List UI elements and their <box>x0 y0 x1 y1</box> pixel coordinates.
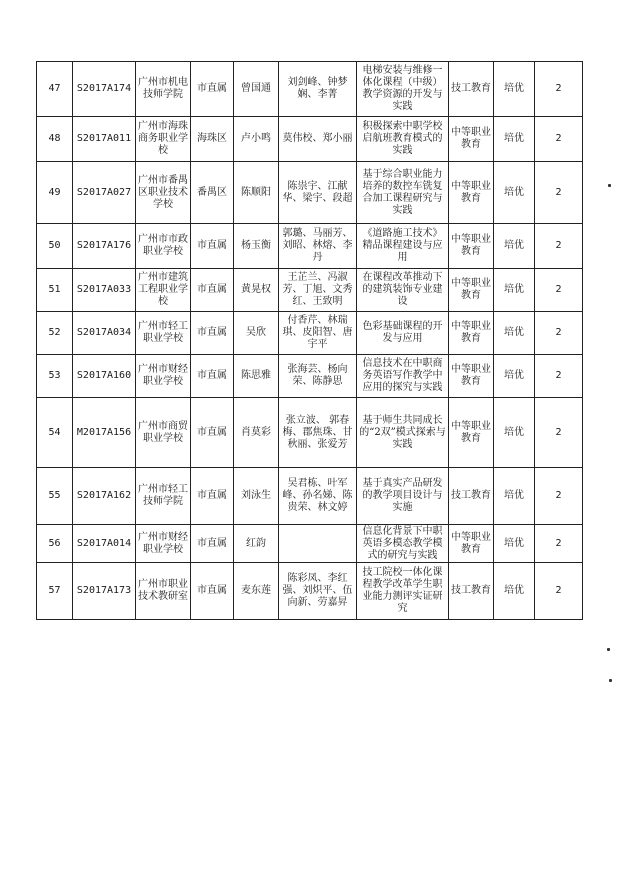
cell-school: 广州市海珠商务职业学校 <box>136 117 191 162</box>
cell-category: 技工教育 <box>449 62 494 117</box>
table-row <box>37 162 583 224</box>
cell-type: 培优 <box>494 468 535 525</box>
cell-members: 郭璐、马丽芳、刘昭、林熔、李丹 <box>279 224 357 269</box>
table-row <box>37 117 583 162</box>
cell-type: 培优 <box>494 269 535 312</box>
cell-school: 广州市建筑工程职业学校 <box>136 269 191 312</box>
cell-number: 55 <box>37 468 73 525</box>
cell-project-title: 信息化背景下中职英语多模态教学模式的研究与实践 <box>357 525 449 563</box>
cell-project-code: M2017A156 <box>73 398 136 468</box>
cell-amount: 2 <box>535 62 583 117</box>
cell-project-title: 积极探索中职学校启航班教育模式的实践 <box>357 117 449 162</box>
cell-amount: 2 <box>535 269 583 312</box>
cell-leader: 吴欣 <box>234 312 279 355</box>
cell-project-code: S2017A162 <box>73 468 136 525</box>
cell-school: 广州市轻工职业学校 <box>136 312 191 355</box>
table-row <box>37 468 583 525</box>
cell-project-code: S2017A027 <box>73 162 136 224</box>
cell-type: 培优 <box>494 398 535 468</box>
cell-type: 培优 <box>494 563 535 620</box>
cell-project-title: 色彩基础课程的开发与应用 <box>357 312 449 355</box>
cell-project-title: 《道路施工技术》精品课程建设与应用 <box>357 224 449 269</box>
cell-category: 中等职业教育 <box>449 269 494 312</box>
cell-leader: 麦东莲 <box>234 563 279 620</box>
cell-amount: 2 <box>535 468 583 525</box>
cell-district: 市直属 <box>191 224 234 269</box>
cell-members: 张立波、 郭春梅、郡焦珠、甘秋丽、张爱芳 <box>279 398 357 468</box>
cell-project-code: S2017A014 <box>73 525 136 563</box>
cell-number: 56 <box>37 525 73 563</box>
cell-amount: 2 <box>535 355 583 398</box>
cell-project-title: 基于综合职业能力培养的数控车铣复合加工课程研究与实践 <box>357 162 449 224</box>
cell-school: 广州市轻工技师学院 <box>136 468 191 525</box>
table-row <box>37 62 583 117</box>
table-row <box>37 398 583 468</box>
cell-number: 52 <box>37 312 73 355</box>
cell-school: 广州市番禺区职业技术学校 <box>136 162 191 224</box>
cell-category: 中等职业教育 <box>449 162 494 224</box>
cell-leader: 曾国通 <box>234 62 279 117</box>
cell-district: 市直属 <box>191 312 234 355</box>
table-row <box>37 563 583 620</box>
cell-amount: 2 <box>535 224 583 269</box>
cell-type: 培优 <box>494 162 535 224</box>
cell-category: 中等职业教育 <box>449 117 494 162</box>
cell-members <box>279 525 357 563</box>
cell-members: 张海芸、杨向荣、陈静思 <box>279 355 357 398</box>
table-row <box>37 312 583 355</box>
cell-type: 培优 <box>494 525 535 563</box>
cell-project-code: S2017A011 <box>73 117 136 162</box>
cell-category: 技工教育 <box>449 563 494 620</box>
cell-leader: 陈顺阳 <box>234 162 279 224</box>
cell-members: 刘剑峰、钟梦娴、李菁 <box>279 62 357 117</box>
cell-project-code: S2017A034 <box>73 312 136 355</box>
cell-category: 中等职业教育 <box>449 355 494 398</box>
cell-school: 广州市市政职业学校 <box>136 224 191 269</box>
table-row <box>37 525 583 563</box>
cell-school: 广州市商贸职业学校 <box>136 398 191 468</box>
cell-school: 广州市财经职业学校 <box>136 355 191 398</box>
cell-members: 吴君栋、叶军峰、孙名娣、陈贵荣、林文婷 <box>279 468 357 525</box>
cell-number: 53 <box>37 355 73 398</box>
cell-district: 市直属 <box>191 355 234 398</box>
cell-members: 陈祟宇、江献华、梁宇、段超 <box>279 162 357 224</box>
table-row <box>37 269 583 312</box>
cell-members: 莫伟校、郑小丽 <box>279 117 357 162</box>
cell-district: 市直属 <box>191 269 234 312</box>
cell-type: 培优 <box>494 312 535 355</box>
cell-leader: 杨玉衡 <box>234 224 279 269</box>
cell-members: 付香芹、林瑞琪、皮阳智、唐宇平 <box>279 312 357 355</box>
cell-district: 市直属 <box>191 62 234 117</box>
cell-district: 市直属 <box>191 525 234 563</box>
cell-project-code: S2017A173 <box>73 563 136 620</box>
cell-district: 市直属 <box>191 398 234 468</box>
cell-members: 王芷兰、冯淑芳、丁旭、文秀红、王致明 <box>279 269 357 312</box>
cell-amount: 2 <box>535 162 583 224</box>
project-table <box>36 61 583 620</box>
cell-project-title: 电梯安装与维修一体化课程（中级）教学资源的开发与实践 <box>357 62 449 117</box>
cell-number: 50 <box>37 224 73 269</box>
cell-type: 培优 <box>494 224 535 269</box>
cell-amount: 2 <box>535 117 583 162</box>
cell-members: 陈彩凤、李红强、刘炽平、伍向新、劳嘉昇 <box>279 563 357 620</box>
scan-mark <box>607 648 610 651</box>
cell-category: 中等职业教育 <box>449 398 494 468</box>
cell-category: 中等职业教育 <box>449 525 494 563</box>
cell-amount: 2 <box>535 312 583 355</box>
scan-mark <box>609 679 612 682</box>
cell-category: 中等职业教育 <box>449 224 494 269</box>
cell-leader: 黄晃权 <box>234 269 279 312</box>
cell-project-title: 技工院校一体化课程教学改革学生职业能力测评实证研究 <box>357 563 449 620</box>
cell-leader: 刘泳生 <box>234 468 279 525</box>
cell-leader: 陈思雅 <box>234 355 279 398</box>
cell-project-title: 在课程改革推动下的建筑装饰专业建设 <box>357 269 449 312</box>
cell-district: 海珠区 <box>191 117 234 162</box>
table-row <box>37 224 583 269</box>
cell-number: 51 <box>37 269 73 312</box>
cell-project-code: S2017A176 <box>73 224 136 269</box>
cell-number: 49 <box>37 162 73 224</box>
table-row <box>37 355 583 398</box>
cell-school: 广州市机电技师学院 <box>136 62 191 117</box>
cell-amount: 2 <box>535 398 583 468</box>
cell-number: 47 <box>37 62 73 117</box>
cell-number: 48 <box>37 117 73 162</box>
cell-leader: 卢小鸣 <box>234 117 279 162</box>
cell-number: 54 <box>37 398 73 468</box>
cell-category: 中等职业教育 <box>449 312 494 355</box>
cell-school: 广州市职业技术教研室 <box>136 563 191 620</box>
cell-number: 57 <box>37 563 73 620</box>
cell-project-title: 基于师生共同成长的“2双”模式探索与实践 <box>357 398 449 468</box>
cell-category: 技工教育 <box>449 468 494 525</box>
cell-leader: 肖莫彩 <box>234 398 279 468</box>
scan-mark <box>608 184 611 187</box>
cell-amount: 2 <box>535 525 583 563</box>
cell-type: 培优 <box>494 62 535 117</box>
cell-district: 市直属 <box>191 468 234 525</box>
cell-type: 培优 <box>494 355 535 398</box>
cell-district: 市直属 <box>191 563 234 620</box>
cell-project-title: 基于真实产品研发的教学项目设计与实施 <box>357 468 449 525</box>
cell-leader: 红韵 <box>234 525 279 563</box>
cell-district: 番禺区 <box>191 162 234 224</box>
cell-project-title: 信息技术在中职商务英语写作教学中应用的探究与实践 <box>357 355 449 398</box>
cell-project-code: S2017A033 <box>73 269 136 312</box>
cell-amount: 2 <box>535 563 583 620</box>
cell-project-code: S2017A160 <box>73 355 136 398</box>
cell-school: 广州市财经职业学校 <box>136 525 191 563</box>
cell-type: 培优 <box>494 117 535 162</box>
cell-project-code: S2017A174 <box>73 62 136 117</box>
